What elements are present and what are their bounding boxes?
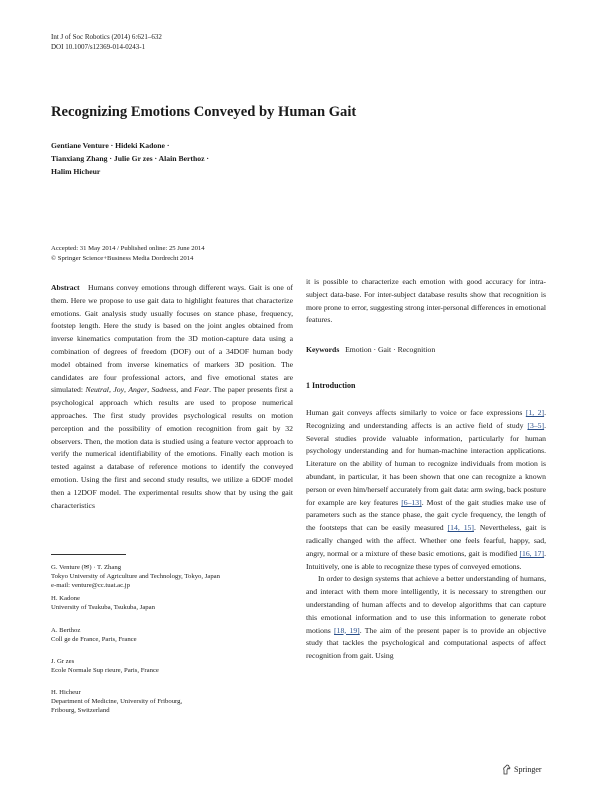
citation-link[interactable]: [16, 17]: [519, 548, 545, 558]
citation-link[interactable]: [14, 15]: [447, 523, 474, 533]
citation-link[interactable]: [3–5]: [527, 420, 545, 430]
body-text: Human gait conveys affects similarly to voice or face expressions: [306, 408, 526, 417]
affiliation: [51, 657, 159, 675]
author-line: Gentiane Venture · Hideki Kadone ·: [51, 141, 170, 150]
abstract-continued: [306, 276, 546, 327]
author-line: Halim Hicheur: [51, 167, 101, 176]
publisher-name: Springer: [514, 765, 542, 774]
author-list: [51, 139, 209, 178]
body-text: In order to design systems that achieve a better understanding of humans, and interact with them more intelligently, it is necessary to strengthen our understanding of human affects and to develop algorithms that can capture this emotional information and to use this information to generate robot motions: [306, 574, 546, 635]
emotion-anger: Anger: [128, 385, 148, 395]
affiliation-name: J. Gr zes: [51, 658, 75, 665]
affiliation-institution: University of Tsukuba, Tsukuba, Japan: [51, 604, 155, 612]
affiliation-institution: Coll ge de France, Paris, France: [51, 636, 137, 644]
citation-link[interactable]: [6–13]: [401, 497, 422, 507]
emotion-sadness: Sadness: [151, 385, 177, 395]
doi: DOI 10.1007/s12369-014-0243-1: [51, 43, 146, 51]
affiliation-institution: Ecole Normale Sup rieure, Paris, France: [51, 667, 159, 675]
separator: , and: [176, 385, 195, 395]
body-text: . Most of the gait studies make use of parameters such as the stance phase, the gait cycle frequency, the length of the footsteps that can be easily measured: [306, 497, 546, 533]
journal-citation: Int J of Soc Robotics (2014) 6:621–632: [51, 33, 162, 41]
body-text: . Intuitively, one is able to recognize these types of conveyed emotions.: [306, 548, 546, 571]
affiliation: [51, 626, 137, 644]
affiliation-location: Fribourg, Switzerland: [51, 707, 110, 715]
body-text: . Nevertheless, gait is radically changed with the affect. Whether one feels fearful, happy, sad, angry, normal or a mixture of these basic emotions, gait is modified: [306, 523, 546, 558]
author-line: Tianxiang Zhang · Julie Gr zes · Alain Berthoz ·: [51, 154, 209, 163]
keywords: [306, 345, 435, 354]
accepted-date: Accepted: 31 May 2014 / Published online: 25 June 2014: [51, 245, 205, 252]
abstract: [51, 282, 293, 512]
emotion-fear: Fear: [194, 385, 210, 395]
abstract-text: it is possible to characterize each emotion with good accuracy for intra-subject data-base. For inter-subject database results show that recognition is more prone to error, suggesting strong inter-personal differences in emotional features.: [306, 277, 546, 325]
separator: ,: [108, 385, 114, 395]
separator: ,: [147, 385, 152, 395]
springer-horse-icon: [502, 764, 512, 775]
affiliation-email: e-mail: venture@cc.tuat.ac.jp: [51, 582, 130, 590]
citation-link[interactable]: [1, 2]: [525, 408, 545, 417]
journal-header: [51, 32, 162, 52]
affiliation-institution: Department of Medicine, University of Fribourg,: [51, 698, 183, 706]
paragraph: [306, 407, 546, 573]
paper-title: Recognizing Emotions Conveyed by Human Gait: [51, 104, 357, 120]
paragraph: [306, 573, 546, 663]
affiliation-institution: Tokyo University of Agriculture and Technology, Tokyo, Japan: [51, 573, 220, 581]
section-heading: 1 Introduction: [306, 381, 356, 390]
emotion-neutral: Neutral: [85, 385, 109, 395]
abstract-label: Abstract: [51, 283, 80, 292]
keywords-text: Emotion · Gait · Recognition: [345, 345, 436, 354]
publication-dates: [51, 244, 205, 264]
affiliation: [51, 688, 182, 716]
affiliation-name: H. Hicheur: [51, 689, 81, 696]
body-text: . Several studies provide valuable information, particularly for human psychology understanding and for human-machine interaction applications. Literature on the ability of human to recognize individuals from motion is abundant, in particular, it has been shown that one can recognize a known person or even him/herself accurately from gait data: arm swing, back posture for example are key features: [306, 420, 546, 507]
abstract-text: Humans convey emotions through different ways. Gait is one of them. Here we propose to use gait data to highlight features that characterize emotions. Gait analysis study usually focuses on stance phase, frequency, footstep length. Here the study is based on the joint angles obtained from inverse kinematics computation from the 3D motion-capture data using a combination of degrees of freedom (DOF) out of a 34DOF human body model obtained from inverse kinematics of markers 3D position. The candidates are four professional actors, and five emotional states are simulated:: [51, 283, 293, 395]
abstract-text: . The paper presents first a psychological approach which results are used to propose numerical approaches. The first study provides psychological results on motion perception and the possibility of emotion recognition from gait by 32 observers. Then, the motion data is studied using a feature vector approach to verify the numerical identifiability of the emotions. Finally each motion is tested against a database of reference motions to identify the conveyed emotion. Using the first and second study results, we utilize a 6DOF model then a 12DOF model. The experimental results show that by using the gait characteristics: [51, 385, 294, 510]
publisher-logo: [502, 764, 542, 775]
body-text: . Recognizing and understanding affects is an active field of study: [306, 408, 546, 430]
emotion-joy: Joy: [113, 385, 124, 395]
affiliation: [51, 594, 155, 612]
affiliation-name: A. Berthoz: [51, 627, 81, 634]
copyright-notice: © Springer Science+Business Media Dordrecht 2014: [51, 255, 194, 262]
affiliation: [51, 563, 220, 591]
keywords-label: Keywords: [306, 345, 340, 354]
citation-link[interactable]: [18, 19]: [334, 625, 360, 635]
footnote-rule: [51, 554, 126, 555]
separator: ,: [123, 385, 129, 395]
affiliation-name: H. Kadone: [51, 595, 80, 602]
affiliation-name: G. Venture (✉) · T. Zhang: [51, 564, 122, 571]
introduction-body: [306, 407, 546, 663]
body-text: . The aim of the present paper is to provide an objective study that tackles the psychological and computational aspects of affect recognition from gait. Using: [306, 625, 546, 661]
